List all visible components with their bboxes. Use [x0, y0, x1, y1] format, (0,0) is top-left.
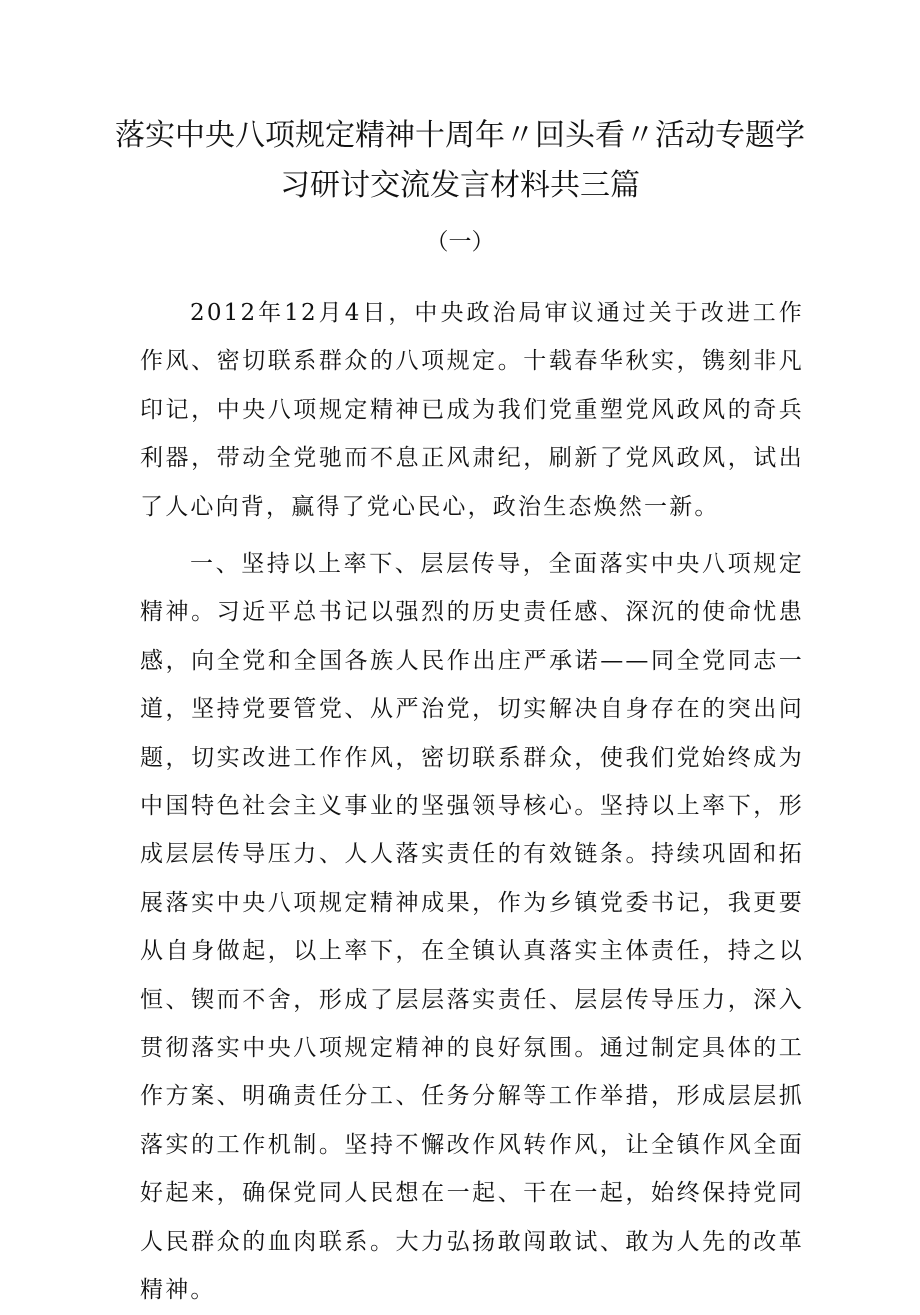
body-paragraph-2: 一、坚持以上率下、层层传导，全面落实中央八项规定精神。习近平总书记以强烈的历史责任感、深沉的使命忧患感，向全党和全国各族人民作出庄严承诺——同全党同志一道，坚持党要管党、从严治党，切实解决自身存在的突出问题，切实改进工作作风，密切联系群众，使我们党始终成为中国特色社会主义事业的坚强领导核心。坚持以上率下，形成层层传导压力、人人落实责任的有效链条。持续巩固和拓展落实中央八项规定精神成果，作为乡镇党委书记，我更要从自身做起，以上率下，在全镇认真落实主体责任，持之以恒、锲而不舍，形成了层层落实责任、层层传导压力，深入贯彻落实中央八项规定精神的良好氛围。通过制定具体的工作方案、明确责任分工、任务分解等工作举措，形成层层抓落实的工作机制。坚持不懈改作风转作风，让全镇作风全面好起来，确保党同人民想在一起、干在一起，始终保持党同人民群众的血肉联系。大力弘扬敢闯敢试、敢为人先的改革精神。	[140, 551, 804, 1304]
document-title-line-1: 落实中央八项规定精神十周年〃回头看〃活动专题学	[115, 118, 805, 153]
section-marker: （一）	[425, 229, 495, 255]
document-title-line-2: 习研讨交流发言材料共三篇	[280, 168, 640, 203]
body-paragraph-1: 2012年12月4日，中央政治局审议通过关于改进工作作风、密切联系群众的八项规定。十载春华秋实，镌刻非凡印记，中央八项规定精神已成为我们党重塑党风政风的奇兵利器，带动全党驰而不息正风肃纪，刷新了党风政风，试出了人心向背，赢得了党心民心，政治生态焕然一新。	[140, 300, 804, 520]
